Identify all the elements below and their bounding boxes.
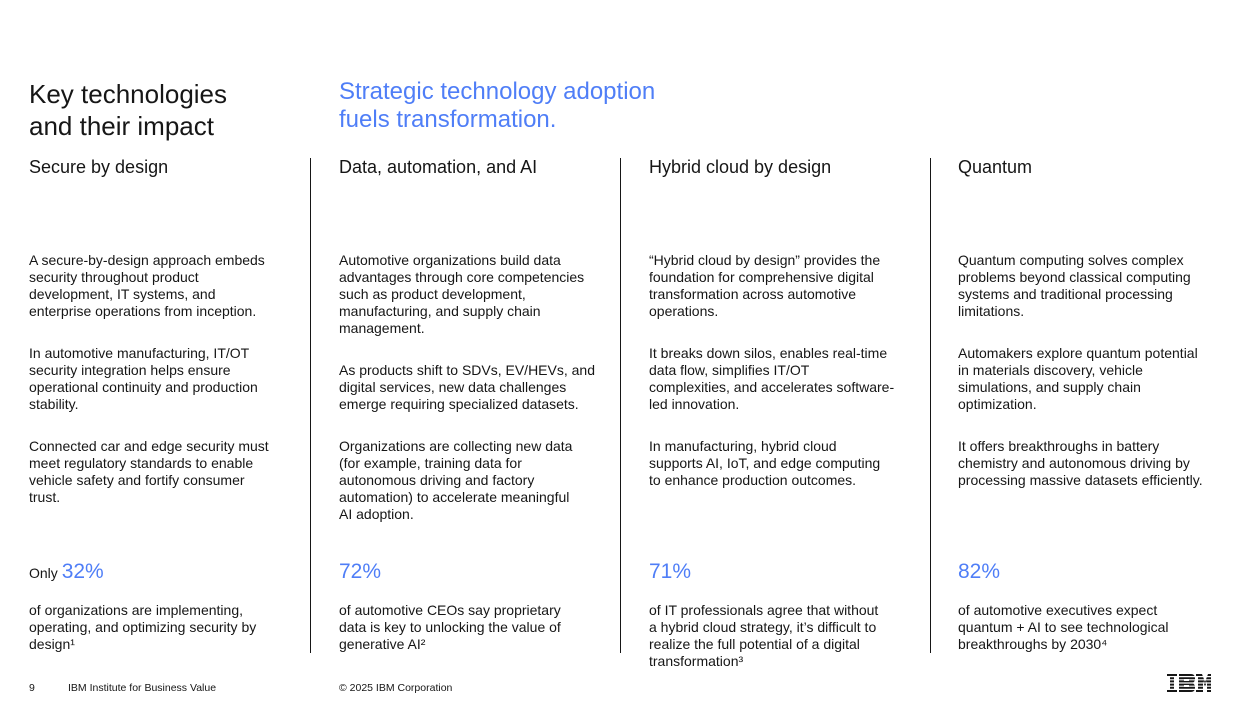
- stat-text: of automotive executives expect quantum + AI to see technological breakthroughs by 2030⁴: [958, 601, 1169, 653]
- column-divider: [930, 158, 931, 653]
- paragraph: A secure-by-design approach embeds security throughout product development, IT systems, and enterprise operations from inception.: [29, 252, 265, 319]
- column-hybrid-cloud: [649, 155, 919, 670]
- stat-block: [958, 543, 1169, 653]
- paragraph: As products shift to SDVs, EV/HEVs, and digital services, new data challenges emerge requiring specialized datasets.: [339, 362, 595, 412]
- paragraph: Organizations are collecting new data (for example, training data for autonomous driving and factory automation) to accelerate meaningful AI adoption.: [339, 438, 573, 522]
- footer-source: IBM Institute for Business Value: [68, 682, 217, 694]
- column-secure-by-design: [29, 155, 299, 655]
- paragraph: In manufacturing, hybrid cloud supports AI, IoT, and edge computing to enhance production outcomes.: [649, 438, 881, 488]
- paragraph: Automakers explore quantum potential in materials discovery, vehicle simulations, and supply chain optimization.: [958, 345, 1198, 412]
- column-heading: Data, automation, and AI: [339, 157, 538, 177]
- column-divider: [310, 158, 311, 653]
- stat-value: 32%: [61, 560, 104, 584]
- paragraph: Automotive organizations build data advantages through core competencies such as product development, manufacturing, and supply chain management.: [339, 252, 585, 336]
- paragraph: Quantum computing solves complex problems beyond classical computing systems and traditional processing limitations.: [958, 252, 1191, 319]
- stat-block: [339, 543, 561, 653]
- column-data-automation-ai: [339, 155, 609, 655]
- stat-text: of organizations are implementing, operating, and optimizing security by design¹: [29, 601, 257, 653]
- stat-block: [649, 543, 878, 671]
- column-divider: [620, 158, 621, 653]
- stat-block: [29, 543, 256, 653]
- stat-value: 72%: [339, 560, 382, 584]
- column-heading: Hybrid cloud by design: [649, 157, 832, 177]
- page-title: Key technologies and their impact: [29, 79, 228, 141]
- footer-copyright: © 2025 IBM Corporation: [339, 682, 453, 694]
- paragraph: Connected car and edge security must meet regulatory standards to enable vehicle safety and fortify consumer trust.: [29, 438, 269, 505]
- paragraph: It breaks down silos, enables real-time data flow, simplifies IT/OT complexities, and accelerates software- led innovation.: [649, 345, 895, 412]
- stat-value: 71%: [649, 560, 692, 584]
- stat-text: of IT professionals agree that without a hybrid cloud strategy, it’s difficult to realize the full potential of a digital transformation³: [649, 601, 879, 670]
- column-quantum: [958, 155, 1228, 655]
- column-heading: Quantum: [958, 157, 1033, 177]
- page-number: 9: [29, 682, 35, 694]
- stat-prefix: Only: [29, 565, 62, 582]
- stat-text: of automotive CEOs say proprietary data is key to unlocking the value of generative AI²: [339, 601, 561, 653]
- column-heading: Secure by design: [29, 157, 169, 177]
- paragraph: In automotive manufacturing, IT/OT security integration helps ensure operational continuity and production stability.: [29, 345, 258, 412]
- paragraph: “Hybrid cloud by design” provides the foundation for comprehensive digital transformation across automotive operations.: [649, 252, 881, 319]
- paragraph: It offers breakthroughs in battery chemistry and autonomous driving by processing massive datasets efficiently.: [958, 438, 1203, 488]
- page-subtitle: Strategic technology adoption fuels transformation.: [339, 78, 656, 133]
- ibm-logo: [1167, 674, 1211, 692]
- stat-value: 82%: [958, 560, 1001, 584]
